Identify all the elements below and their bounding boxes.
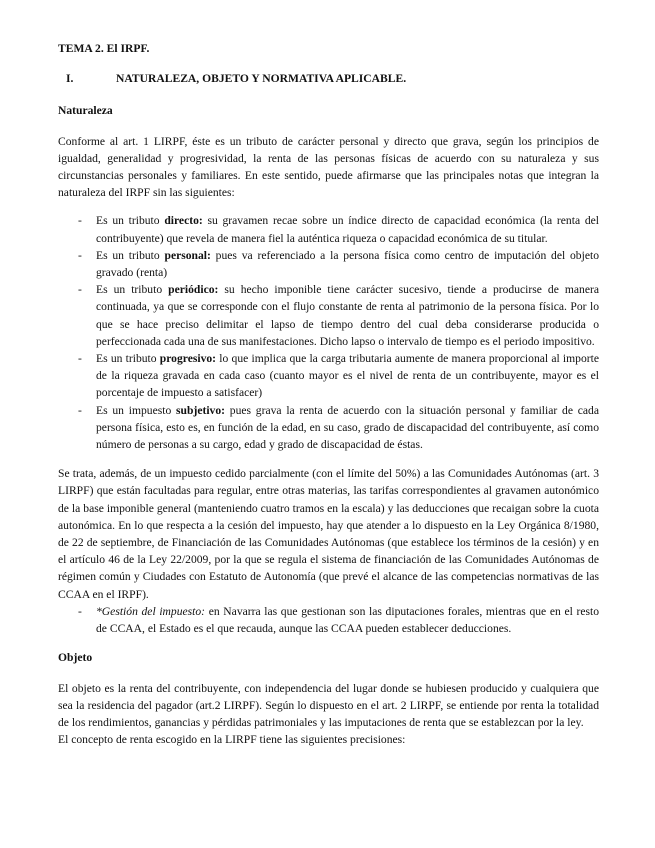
section-title: NATURALEZA, OBJETO Y NORMATIVA APLICABLE. — [116, 72, 407, 86]
item-lead: Es un tributo — [96, 214, 165, 228]
naturaleza-list — [58, 212, 599, 453]
item-term: directo: — [164, 214, 203, 228]
list-item — [58, 603, 599, 637]
item-text: su gravamen recae sobre un índice directo de capacidad económica (la renta del contribuyente) que revela de manera fiel la auténtica riqueza o capacidad económica de su titular. — [96, 214, 599, 245]
gestion-list — [58, 603, 599, 637]
list-item — [58, 247, 599, 281]
list-item — [58, 281, 599, 350]
dash-bullet: - — [78, 604, 82, 618]
item-term: periódico: — [168, 283, 219, 297]
item-text: pues grava la renta de acuerdo con la situación personal y familiar de cada persona física, esto es, en función de la edad, en su caso, grado de discapacidad del contribuyente, así como número de personas a su cargo, edad y grado de discapacidad de éstas. — [96, 403, 599, 452]
list-item — [58, 350, 599, 402]
naturaleza-heading: Naturaleza — [58, 104, 113, 118]
item-lead: Es un impuesto — [96, 403, 177, 417]
section-heading — [58, 70, 599, 87]
item-term: personal: — [164, 248, 211, 262]
dash-bullet: - — [78, 248, 82, 262]
item-term: progresivo: — [159, 352, 217, 366]
list-item — [58, 402, 599, 454]
item-lead: Es un tributo — [96, 248, 165, 262]
item-text: su hecho imponible tiene carácter sucesivo, tiende a producirse de manera continuada, ya que se corresponde con el flujo constante de renta al patrimonio de la persona física. Por lo que se hace preciso delimitar el lapso de tiempo dentro del cual deba considerarse producida o perfeccionada cada una de sus manifestaciones. Dicho lapso o intervalo de tiempo es el periodo impositivo. — [96, 283, 599, 348]
item-text: pues va referenciado a la persona física como centro de imputación del objeto gravado (renta) — [96, 248, 599, 280]
item-term: subjetivo: — [176, 403, 225, 417]
cedido-paragraph: Se trata, además, de un impuesto cedido parcialmente (con el límite del 50%) a las Comunidades Autónomas (art. 3 LIRPF) que están facultadas para regular, entre otras materias, las tarifas correspondientes al gravamen autonómico de la base imponible general (manteniendo cuatro tramos en la escala) y las deducciones que recaigan sobre la cuota autonómica. En lo que respecta a la cesión del impuesto, hay que atender a lo dispuesto en la Ley Orgánica 8/1980, de 22 de septiembre, de Financiación de las Comunidades Autónomas (que establece los términos de la cesión) y en el artículo 46 de la Ley 22/2009, por la que se regula el sistema de financiación de las Comunidades Autónomas de régimen común y Ciudades con Estatuto de Autonomía (que prevé el alcance de las competencias normativas de las CCAA en el IRPF). — [58, 467, 599, 601]
objeto-precisiones: El concepto de renta escogido en la LIRPF tiene las siguientes precisiones: — [58, 733, 406, 747]
item-text: lo que implica que la carga tributaria aumente de manera proporcional al importe de la riqueza gravada en cada caso (cuanto mayor es el nivel de renta de un contribuyente, mayor es el porcentaje de impuesto a satisfacer) — [96, 352, 599, 400]
dash-bullet: - — [78, 214, 82, 228]
dash-bullet: - — [78, 403, 82, 417]
dash-bullet: - — [78, 352, 82, 366]
objeto-paragraph: El objeto es la renta del contribuyente, con independencia del lugar donde se hubiesen producido y cualquiera que sea la residencia del pagador (art.2 LIRPF). Según lo dispuesto en el art. 2 LIRPF, se entiende por renta la totalidad de los rendimientos, ganancias y pérdidas patrimoniales y las imputaciones de renta que se establezcan por la ley. — [58, 681, 599, 729]
item-lead: Es un tributo — [96, 283, 169, 297]
naturaleza-intro: Conforme al art. 1 LIRPF, éste es un tributo de carácter personal y directo que grava, según los principios de igualdad, generalidad y progresividad, la renta de las personas físicas de acuerdo con su naturaleza y sus circunstancias personales y familiares. En este sentido, puede afirmarse que las principales notas que integran la naturaleza del IRPF sin las siguientes: — [58, 134, 599, 200]
document-title: TEMA 2. El IRPF. — [58, 42, 150, 55]
list-item — [58, 212, 599, 246]
objeto-heading: Objeto — [58, 651, 93, 665]
gestion-label: *Gestión del impuesto: — [96, 604, 206, 618]
dash-bullet: - — [78, 283, 82, 297]
item-lead: Es un tributo — [96, 352, 160, 366]
gestion-text: en Navarra las que gestionan son las diputaciones forales, mientras que en el resto de CCAA, el Estado es el que recauda, aunque las CCAA pueden establecer deducciones. — [96, 604, 599, 636]
section-number: I. — [66, 72, 74, 86]
